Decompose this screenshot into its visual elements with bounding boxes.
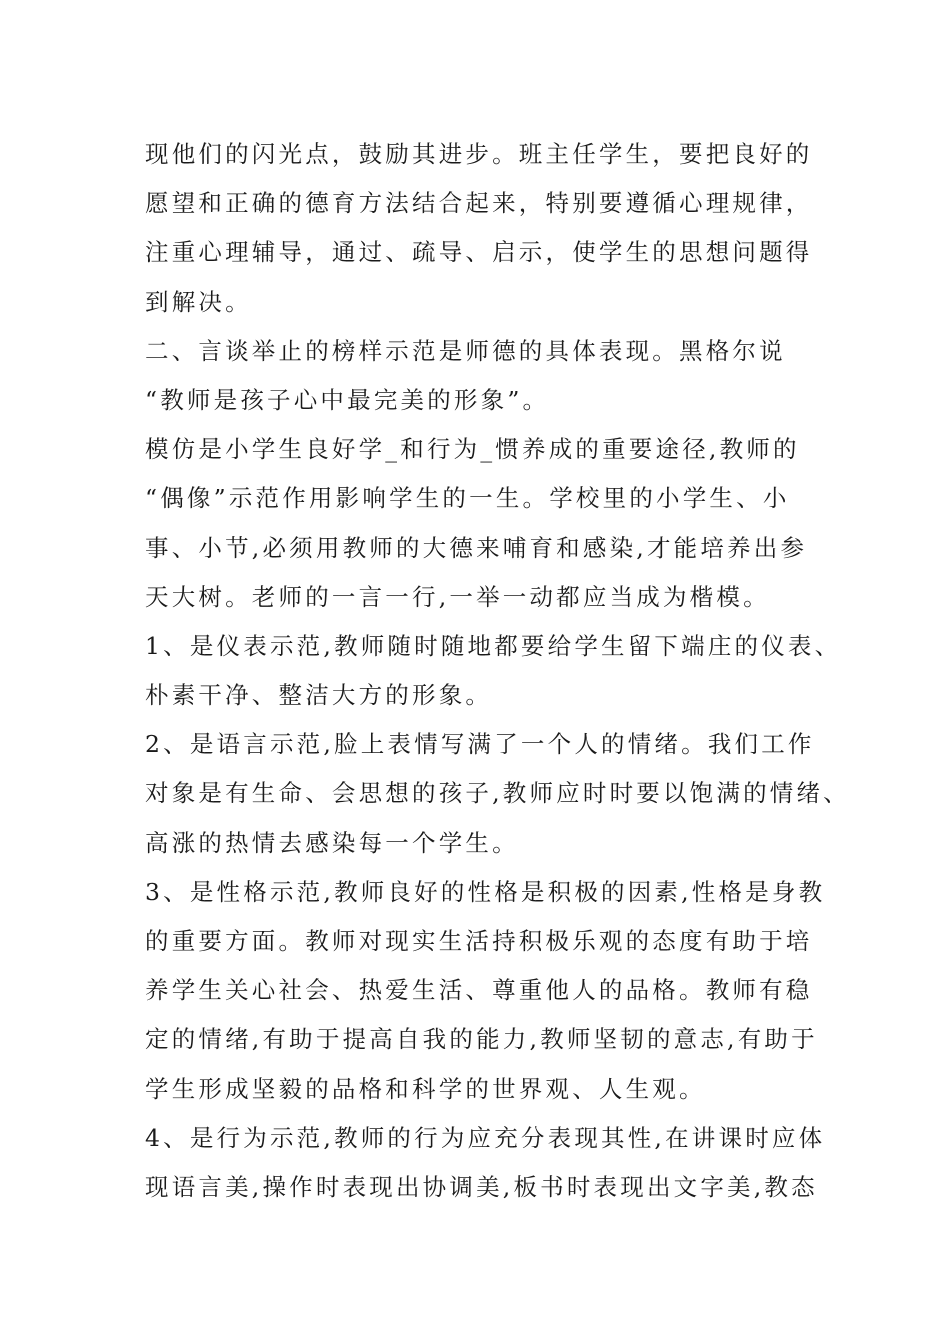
text-line: 愿望和正确的德育方法结合起来，特别要遵循心理规律， <box>145 189 813 218</box>
text-line: “偶像”示范作用影响学生的一生。学校里的小学生、小 <box>145 484 790 513</box>
body-text <box>145 130 850 1212</box>
text-line: 现他们的闪光点，鼓励其进步。班主任学生，要把良好的 <box>145 140 813 168</box>
text-line: 天大树。老师的一言一行,一举一动都应当成为楷模。 <box>145 582 770 611</box>
text-line: 1、是仪表示范,教师随时随地都要给学生留下端庄的仪表、 <box>145 631 842 660</box>
text-line: 事、小节,必须用教师的大德来哺育和感染,才能培养出参 <box>145 533 808 562</box>
text-line: 的重要方面。教师对现实生活持积极乐观的态度有助于培 <box>145 927 813 955</box>
text-line: 定的情绪,有助于提高自我的能力,教师坚韧的意志,有助于 <box>145 1025 818 1054</box>
text-line: 朴素干净、整洁大方的形象。 <box>145 681 493 710</box>
text-line: 模仿是小学生良好学_和行为_惯养成的重要途径,教师的 <box>145 435 800 464</box>
text-line: 3、是性格示范,教师良好的性格是积极的因素,性格是身教 <box>145 877 826 906</box>
text-line: “教师是孩子心中最完美的形象”。 <box>145 385 550 414</box>
text-line: 养学生关心社会、热爱生活、尊重他人的品格。教师有稳 <box>145 976 813 1005</box>
text-line: 注重心理辅导，通过、疏导、启示，使学生的思想问题得 <box>145 238 813 267</box>
text-line: 2、是语言示范,脸上表情写满了一个人的情绪。我们工作 <box>145 730 815 759</box>
text-line: 学生形成坚毅的品格和科学的世界观、人生观。 <box>145 1074 706 1103</box>
text-line: 对象是有生命、会思想的孩子,教师应时时要以饱满的情绪、 <box>145 779 850 808</box>
text-line: 到解决。 <box>145 287 252 316</box>
text-line: 4、是行为示范,教师的行为应充分表现其性,在讲课时应体 <box>145 1123 826 1152</box>
text-line: 高涨的热情去感染每一个学生。 <box>145 828 519 857</box>
text-line: 现语言美,操作时表现出协调美,板书时表现出文字美,教态 <box>145 1172 818 1201</box>
text-line: 二、言谈举止的榜样示范是师德的具体表现。黑格尔说 <box>145 336 786 365</box>
